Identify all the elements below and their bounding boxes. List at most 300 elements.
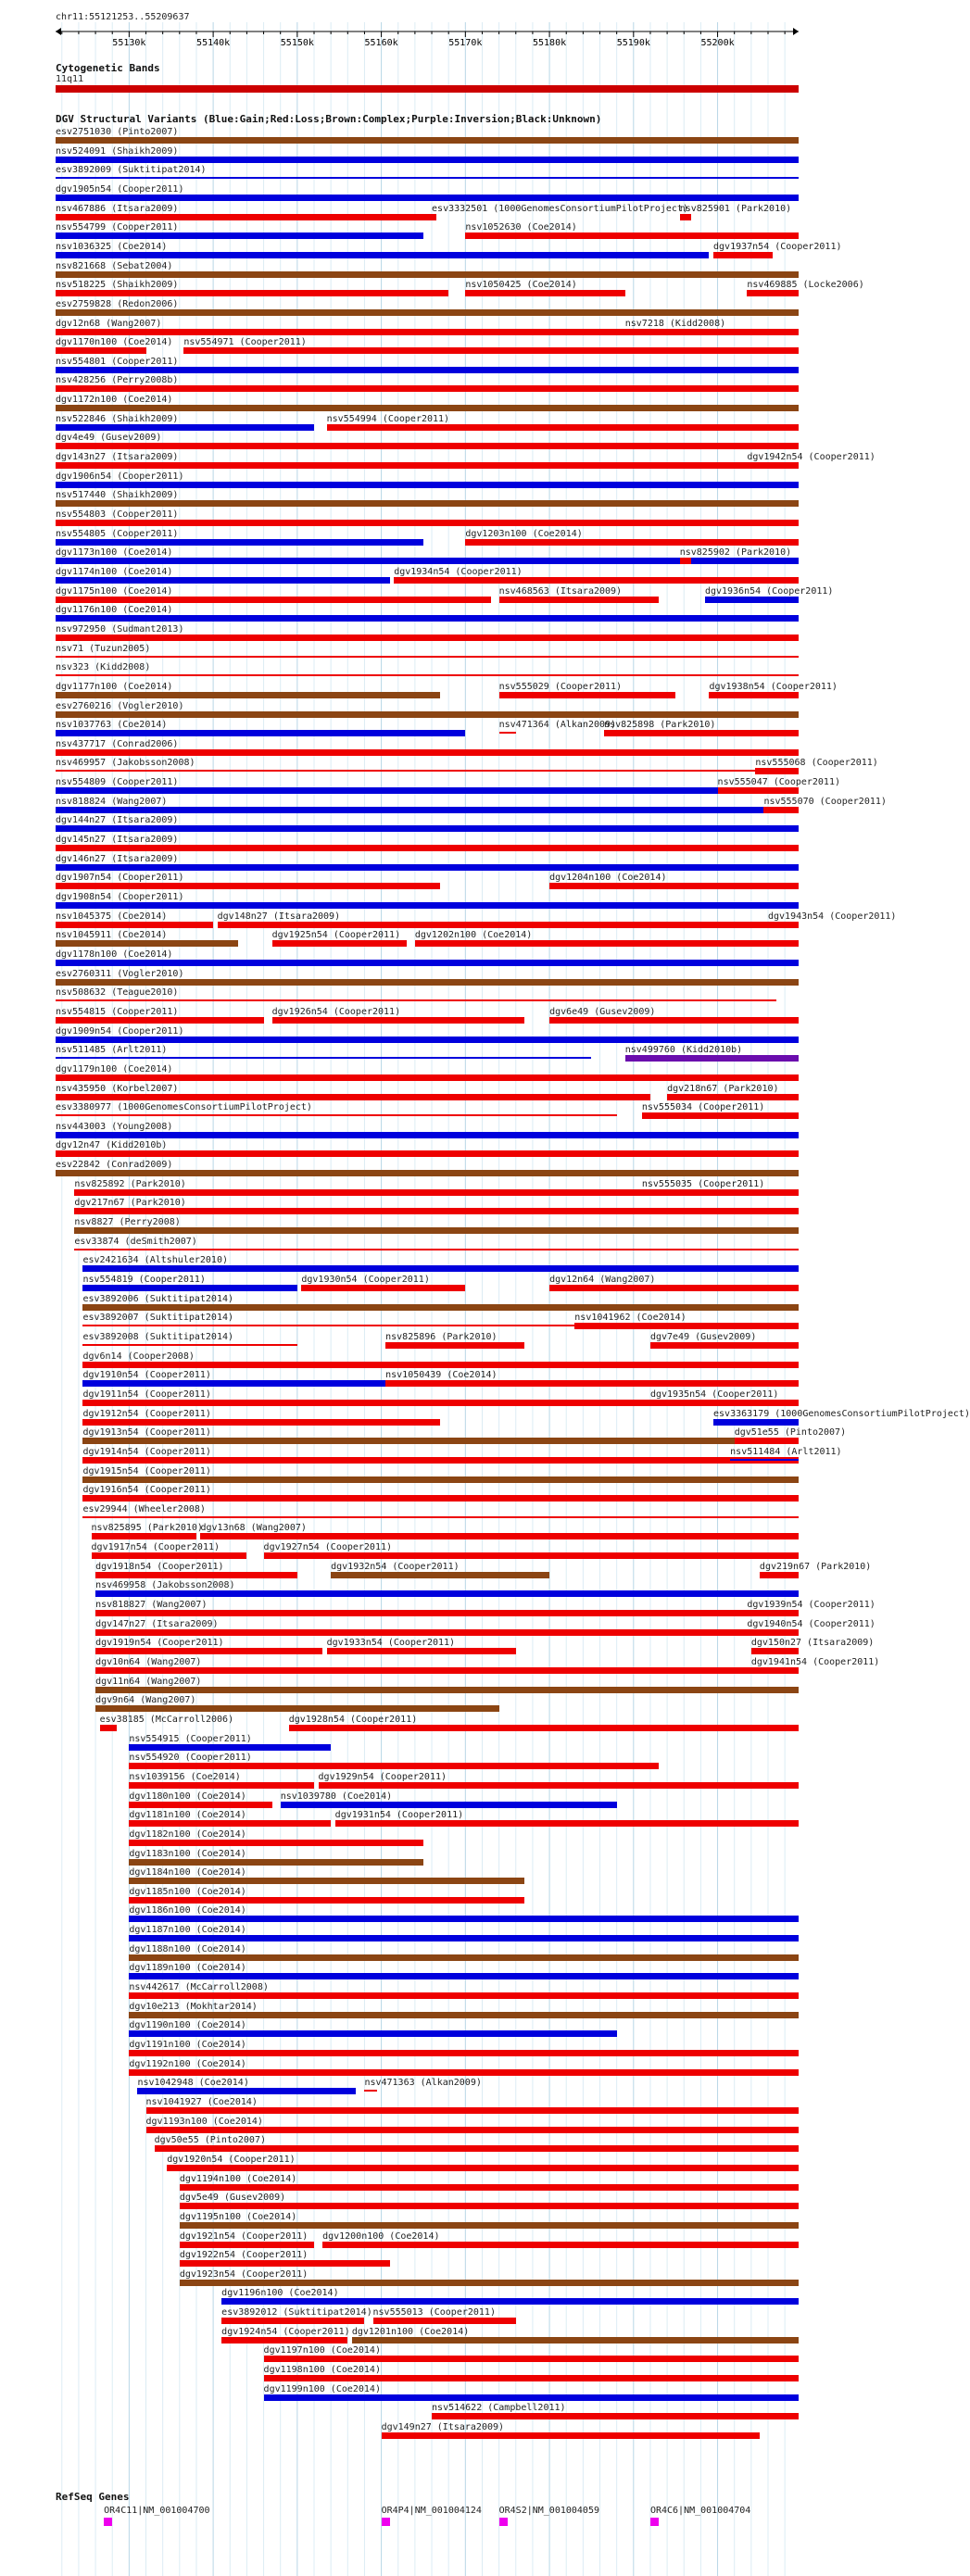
variant-label: dgv1936n54 (Cooper2011)	[704, 585, 834, 597]
variant-bar-complex[interactable]	[82, 1438, 799, 1444]
variant-label: esv2760216 (Vogler2010)	[56, 700, 184, 711]
variant-label: dgv1204n100 (Coe2014)	[549, 873, 667, 884]
variant-bar-loss[interactable]	[74, 1208, 799, 1214]
variant-label: dgv1908n54 (Cooper2011)	[56, 892, 184, 902]
variant-bar-loss[interactable]	[129, 2069, 799, 2076]
variant-bar-loss[interactable]	[499, 597, 659, 603]
variant-label: nsv443003 (Young2008)	[56, 1121, 173, 1132]
variant-bar-complex[interactable]	[56, 405, 799, 411]
variant-label: nsv555035 (Cooper2011)	[641, 1178, 765, 1189]
variant-bar-gain[interactable]	[56, 157, 799, 163]
variant-bar-gain[interactable]	[56, 367, 799, 373]
variant-bar-loss[interactable]	[499, 692, 676, 698]
variant-label: dgv1919n54 (Cooper2011)	[95, 1638, 224, 1649]
variant-bar-loss[interactable]	[221, 2337, 347, 2344]
variant-bar-loss[interactable]	[180, 2260, 390, 2267]
variant-bar-loss[interactable]	[373, 2318, 516, 2324]
dgv-section-title: DGV Structural Variants (Blue:Gain;Red:Loss;Brown:Complex;Purple:Inversion;Black:Unknown)	[56, 113, 602, 125]
variant-bar-loss[interactable]	[327, 1648, 516, 1654]
variant-bar-loss[interactable]	[364, 2090, 377, 2092]
variant-label: dgv150n27 (Itsara2009)	[750, 1638, 875, 1649]
variant-bar-loss[interactable]	[56, 674, 799, 676]
variant-label: nsv818824 (Wang2007)	[56, 796, 168, 807]
variant-bar-complex[interactable]	[74, 1227, 799, 1234]
variant-bar-gain[interactable]	[129, 1916, 799, 1922]
variant-label: dgv145n27 (Itsara2009)	[56, 835, 179, 846]
variant-bar-gain[interactable]	[95, 1590, 799, 1597]
variant-label: dgv1177n100 (Coe2014)	[56, 681, 173, 692]
variant-bar-loss[interactable]	[264, 2356, 799, 2362]
variant-bar-loss[interactable]	[218, 922, 799, 928]
variant-label: nsv511484 (Arlt2011)	[730, 1446, 842, 1457]
variant-label: dgv1923n54 (Cooper2011)	[179, 2268, 309, 2280]
variant-label: dgv1930n54 (Cooper2011)	[301, 1275, 430, 1285]
variant-label: nsv71 (Tuzun2005)	[56, 643, 151, 654]
variant-label: nsv511485 (Arlt2011)	[56, 1045, 168, 1056]
variant-label: nsv555068 (Cooper2011)	[755, 758, 878, 769]
variant-bar-loss[interactable]	[327, 424, 799, 431]
variant-label: dgv1170n100 (Coe2014)	[56, 337, 173, 348]
variant-bar-loss[interactable]	[319, 1782, 799, 1789]
variant-label: dgv1941n54 (Cooper2011)	[750, 1657, 880, 1667]
variant-bar-loss[interactable]	[680, 558, 691, 564]
variant-bar-loss[interactable]	[56, 290, 448, 296]
variant-bar-loss[interactable]	[768, 922, 799, 928]
variant-label: nsv522846 (Shaikh2009)	[56, 413, 179, 424]
variant-label: dgv1190n100 (Coe2014)	[129, 2020, 246, 2031]
variant-bar-loss[interactable]	[82, 1344, 296, 1346]
variant-label: dgv9n64 (Wang2007)	[95, 1695, 196, 1706]
variant-label: esv3892012 (Suktitipat2014)	[221, 2307, 372, 2318]
variant-label: dgv1184n100 (Coe2014)	[129, 1867, 246, 1879]
variant-bar-loss[interactable]	[129, 1820, 331, 1827]
variant-label: dgv148n27 (Itsara2009)	[217, 911, 341, 922]
variant-bar-loss[interactable]	[56, 520, 799, 526]
variant-bar-loss[interactable]	[74, 1249, 799, 1250]
variant-bar-gain[interactable]	[56, 177, 799, 179]
variant-label: dgv1906n54 (Cooper2011)	[56, 471, 184, 482]
variant-label: dgv144n27 (Itsara2009)	[56, 815, 179, 826]
variant-bar-loss[interactable]	[747, 1610, 799, 1616]
variant-label: dgv1927n54 (Cooper2011)	[263, 1542, 393, 1553]
variant-label: esv2751030 (Pinto2007)	[56, 127, 179, 137]
variant-bar-complex[interactable]	[82, 1476, 799, 1483]
variant-bar-gain[interactable]	[264, 2394, 799, 2401]
variant-label: nsv437717 (Conrad2006)	[56, 738, 179, 749]
variant-label: dgv1920n54 (Cooper2011)	[167, 2154, 296, 2165]
variant-label: nsv1037763 (Coe2014)	[56, 720, 168, 731]
variant-label: dgv1188n100 (Coe2014)	[129, 1943, 246, 1954]
variant-bar-loss[interactable]	[129, 1802, 271, 1808]
variant-bar-loss[interactable]	[56, 597, 491, 603]
variant-bar-gain[interactable]	[730, 1459, 799, 1461]
variant-bar-loss[interactable]	[755, 768, 799, 774]
variant-bar-loss[interactable]	[129, 1782, 314, 1789]
variant-label: dgv1926n54 (Cooper2011)	[271, 1006, 401, 1017]
variant-bar-loss[interactable]	[56, 922, 213, 928]
variant-bar-complex[interactable]	[56, 271, 799, 278]
variant-bar-loss[interactable]	[604, 730, 799, 736]
variant-bar-loss[interactable]	[549, 1017, 799, 1024]
variant-label: nsv518225 (Shaikh2009)	[56, 280, 179, 291]
variant-bar-loss[interactable]	[82, 1495, 799, 1502]
variant-bar-loss[interactable]	[335, 1820, 799, 1827]
variant-label: dgv1187n100 (Coe2014)	[129, 1925, 246, 1936]
variant-bar-loss[interactable]	[82, 1362, 799, 1368]
variant-bar-complex[interactable]	[331, 1572, 549, 1578]
variant-bar-loss[interactable]	[56, 443, 799, 449]
variant-bar-gain[interactable]	[56, 424, 314, 431]
variant-bar-loss[interactable]	[56, 214, 432, 220]
variant-bar-loss[interactable]	[129, 1992, 799, 1999]
variant-bar-gain[interactable]	[56, 539, 423, 546]
variant-label: dgv1928n54 (Cooper2011)	[288, 1714, 418, 1725]
variant-bar-gain[interactable]	[129, 1935, 799, 1941]
variant-bar-loss[interactable]	[95, 1629, 799, 1636]
variant-bar-loss[interactable]	[625, 331, 799, 333]
refseq-gene-marker[interactable]	[650, 2518, 659, 2526]
variant-bar-loss[interactable]	[56, 883, 440, 889]
variant-bar-complex[interactable]	[82, 1304, 799, 1311]
variant-bar-complex[interactable]	[95, 1687, 799, 1693]
variant-bar-loss[interactable]	[718, 787, 799, 794]
variant-bar-loss[interactable]	[432, 214, 436, 220]
variant-bar-loss[interactable]	[549, 1285, 799, 1291]
variant-bar-loss[interactable]	[680, 214, 691, 220]
variant-bar-gain[interactable]	[56, 1057, 591, 1059]
variant-bar-loss[interactable]	[735, 1438, 799, 1444]
variant-bar-loss[interactable]	[95, 1610, 799, 1616]
variant-bar-loss[interactable]	[56, 347, 146, 354]
variant-label: dgv1943n54 (Cooper2011)	[767, 911, 897, 922]
variant-label: dgv1185n100 (Coe2014)	[129, 1886, 246, 1897]
variant-label: nsv428256 (Perry2008b)	[56, 375, 179, 386]
variant-label: nsv1050439 (Coe2014)	[385, 1370, 498, 1381]
variant-bar-loss[interactable]	[747, 290, 799, 296]
variant-bar-gain[interactable]	[56, 252, 709, 258]
variant-bar-complex[interactable]	[56, 940, 238, 947]
variant-label: esv3892009 (Suktitipat2014)	[56, 165, 207, 176]
variant-bar-loss[interactable]	[56, 845, 799, 851]
variant-bar-complex[interactable]	[56, 500, 799, 507]
variant-bar-gain[interactable]	[129, 2030, 616, 2037]
variant-label: nsv467886 (Itsara2009)	[56, 203, 179, 214]
variant-label: nsv825901 (Park2010)	[679, 203, 792, 214]
refseq-gene-label: OR4S2|NM_001004059	[498, 2506, 599, 2516]
variant-label: nsv825902 (Park2010)	[679, 547, 792, 559]
ruler-tick-label: 55140k	[196, 38, 231, 48]
variant-bar-loss[interactable]	[574, 1323, 799, 1329]
variant-bar-loss[interactable]	[56, 749, 799, 756]
variant-bar-gain[interactable]	[56, 730, 465, 736]
variant-label: esv38185 (McCarroll2006)	[99, 1714, 234, 1725]
variant-label: dgv1921n54 (Cooper2011)	[179, 2230, 309, 2242]
variant-label: nsv554809 (Cooper2011)	[56, 777, 179, 788]
variant-bar-gain[interactable]	[56, 864, 799, 871]
variant-label: dgv13n68 (Wang2007)	[200, 1523, 307, 1534]
location-label: chr11:55121253..55209637	[56, 12, 190, 22]
variant-label: dgv1918n54 (Cooper2011)	[95, 1561, 224, 1572]
variant-label: dgv1183n100 (Coe2014)	[129, 1848, 246, 1859]
variant-bar-loss[interactable]	[751, 1667, 799, 1674]
variant-bar-loss[interactable]	[56, 1094, 650, 1100]
variant-bar-gain[interactable]	[713, 1419, 799, 1426]
variant-bar-loss[interactable]	[650, 1342, 799, 1349]
variant-label: dgv6n14 (Cooper2008)	[82, 1351, 195, 1362]
variant-bar-complex[interactable]	[56, 1170, 799, 1176]
variant-bar-loss[interactable]	[56, 462, 799, 469]
variant-bar-loss[interactable]	[56, 770, 799, 772]
variant-bar-loss[interactable]	[382, 2432, 760, 2439]
variant-label: dgv1914n54 (Cooper2011)	[82, 1446, 211, 1457]
variant-bar-gain[interactable]	[82, 1265, 799, 1272]
variant-bar-loss[interactable]	[713, 252, 773, 258]
variant-bar-complex[interactable]	[129, 2012, 799, 2018]
variant-bar-complex[interactable]	[56, 692, 440, 698]
variant-label: dgv1924n54 (Cooper2011)	[221, 2326, 350, 2337]
variant-bar-loss[interactable]	[82, 1419, 440, 1426]
variant-bar-loss[interactable]	[56, 385, 799, 392]
variant-label: dgv1922n54 (Cooper2011)	[179, 2250, 309, 2261]
variant-label: esv3380977 (1000GenomesConsortiumPilotProject)	[56, 1102, 312, 1113]
variant-bar-loss[interactable]	[549, 883, 799, 889]
ruler-tick-label: 55130k	[112, 38, 146, 48]
variant-bar-loss[interactable]	[95, 1572, 297, 1578]
variant-bar-loss[interactable]	[642, 1189, 799, 1196]
variant-label: dgv1182n100 (Coe2014)	[129, 1828, 246, 1840]
variant-bar-gain[interactable]	[56, 825, 799, 832]
variant-bar-complex[interactable]	[95, 1705, 499, 1712]
variant-label: dgv1925n54 (Cooper2011)	[271, 930, 401, 941]
variant-label: dgv50e55 (Pinto2007)	[154, 2135, 266, 2146]
variant-bar-loss[interactable]	[465, 232, 799, 239]
variant-label: dgv11n64 (Wang2007)	[95, 1676, 202, 1687]
variant-label: dgv1199n100 (Coe2014)	[263, 2383, 381, 2394]
variant-label: nsv554799 (Cooper2011)	[56, 222, 179, 233]
variant-bar-gain[interactable]	[56, 807, 799, 813]
variant-bar-loss[interactable]	[56, 635, 799, 641]
variant-bar-loss[interactable]	[432, 2413, 799, 2419]
variant-label: nsv555029 (Cooper2011)	[498, 681, 623, 692]
variant-bar-loss[interactable]	[264, 1552, 799, 1559]
variant-bar-loss[interactable]	[289, 1725, 799, 1731]
variant-label: nsv435950 (Korbel2007)	[56, 1083, 179, 1094]
variant-bar-complex[interactable]	[129, 1859, 423, 1866]
variant-label: esv2421634 (Altshuler2010)	[82, 1255, 228, 1266]
variant-bar-gain[interactable]	[56, 232, 423, 239]
variant-bar-loss[interactable]	[322, 2242, 799, 2248]
variant-label: nsv508632 (Teague2010)	[56, 987, 179, 999]
variant-bar-loss[interactable]	[747, 1629, 799, 1636]
variant-label: dgv1195n100 (Coe2014)	[179, 2211, 297, 2222]
variant-bar-loss[interactable]	[183, 347, 799, 354]
variant-bar-complex[interactable]	[129, 1954, 799, 1961]
variant-bar-loss[interactable]	[272, 1017, 524, 1024]
variant-label: dgv1189n100 (Coe2014)	[129, 1963, 246, 1974]
variant-label: nsv818827 (Wang2007)	[95, 1600, 208, 1611]
variant-bar-loss[interactable]	[642, 1112, 799, 1119]
variant-bar-loss[interactable]	[129, 1897, 523, 1904]
variant-bar-complex[interactable]	[352, 2337, 799, 2344]
variant-label: nsv825892 (Park2010)	[74, 1178, 186, 1189]
variant-label: nsv972950 (Sudmant2013)	[56, 623, 184, 635]
variant-bar-loss[interactable]	[301, 1285, 465, 1291]
variant-bar-gain[interactable]	[129, 1744, 331, 1751]
variant-bar-loss[interactable]	[129, 1840, 423, 1846]
variant-label: dgv1916n54 (Cooper2011)	[82, 1485, 211, 1496]
variant-label: nsv1045911 (Coe2014)	[56, 930, 168, 941]
variant-bar-complex[interactable]	[56, 979, 799, 986]
variant-label: nsv323 (Kidd2008)	[56, 662, 151, 673]
variant-bar-gain[interactable]	[281, 1802, 617, 1808]
variant-label: nsv471363 (Alkan2009)	[364, 2078, 482, 2089]
variant-bar-gain[interactable]	[129, 1973, 799, 1979]
variant-bar-loss[interactable]	[763, 807, 799, 813]
cytoband-label: 11q11	[56, 74, 84, 84]
variant-label: dgv12n64 (Wang2007)	[549, 1275, 656, 1285]
variant-bar-loss[interactable]	[167, 2165, 799, 2171]
variant-label: dgv1917n54 (Cooper2011)	[91, 1542, 220, 1553]
variant-label: dgv1905n54 (Cooper2011)	[56, 183, 184, 195]
ruler-tick-label: 55170k	[448, 38, 483, 48]
variant-bar-loss[interactable]	[465, 539, 799, 546]
variant-bar-loss[interactable]	[129, 2050, 799, 2056]
variant-label: dgv1935n54 (Cooper2011)	[649, 1389, 779, 1400]
variant-bar-gain[interactable]	[56, 615, 799, 622]
variant-bar-inversion[interactable]	[625, 1055, 799, 1062]
variant-bar-loss[interactable]	[385, 1380, 799, 1387]
variant-bar-loss[interactable]	[82, 1457, 799, 1464]
variant-label: dgv1181n100 (Coe2014)	[129, 1810, 246, 1821]
variant-label: dgv1193n100 (Coe2014)	[145, 2116, 263, 2127]
variant-label: dgv1931n54 (Cooper2011)	[334, 1810, 464, 1821]
variant-label: dgv12n47 (Kidd2010b)	[56, 1140, 168, 1151]
variant-label: nsv469885 (Locke2006)	[747, 280, 864, 291]
variant-label: nsv555047 (Cooper2011)	[717, 777, 840, 788]
variant-bar-loss[interactable]	[100, 1725, 117, 1731]
variant-bar-loss[interactable]	[180, 2184, 799, 2191]
variant-label: dgv1194n100 (Coe2014)	[179, 2173, 297, 2184]
variant-bar-loss[interactable]	[56, 1074, 799, 1081]
variant-bar-loss[interactable]	[95, 1667, 799, 1674]
variant-bar-gain[interactable]	[56, 1037, 799, 1043]
variant-bar-gain[interactable]	[56, 787, 799, 794]
variant-bar-complex[interactable]	[56, 137, 799, 144]
variant-bar-complex[interactable]	[56, 711, 799, 718]
variant-bar-loss[interactable]	[499, 732, 516, 734]
variant-bar-loss[interactable]	[92, 1552, 247, 1559]
variant-label: dgv149n27 (Itsara2009)	[381, 2422, 505, 2432]
variant-bar-gain[interactable]	[82, 1285, 296, 1291]
variant-label: dgv1937n54 (Cooper2011)	[713, 241, 842, 252]
variant-label: dgv1192n100 (Coe2014)	[129, 2058, 246, 2069]
variant-bar-loss[interactable]	[146, 2127, 799, 2133]
variant-bar-loss[interactable]	[92, 1533, 196, 1539]
refseq-gene-marker[interactable]	[382, 2518, 390, 2526]
variant-bar-loss[interactable]	[56, 999, 776, 1001]
variant-bar-gain[interactable]	[56, 902, 799, 909]
variant-bar-complex[interactable]	[180, 2222, 799, 2229]
variant-label: dgv1938n54 (Cooper2011)	[709, 681, 838, 692]
variant-bar-loss[interactable]	[667, 1094, 799, 1100]
variant-bar-gain[interactable]	[705, 597, 799, 603]
variant-bar-loss[interactable]	[56, 1114, 617, 1116]
variant-bar-loss[interactable]	[264, 2375, 799, 2381]
variant-bar-loss[interactable]	[56, 1150, 799, 1157]
variant-label: nsv1042948 (Coe2014)	[137, 2078, 249, 2089]
variant-label: esv3332501 (1000GenomesConsortiumPilotProject)	[432, 203, 688, 214]
variant-label: nsv1039780 (Coe2014)	[280, 1791, 393, 1802]
variant-bar-loss[interactable]	[747, 462, 799, 469]
variant-label: dgv147n27 (Itsara2009)	[95, 1618, 219, 1629]
variant-bar-loss[interactable]	[200, 1533, 799, 1539]
variant-bar-loss[interactable]	[180, 2242, 314, 2248]
variant-bar-loss[interactable]	[415, 940, 799, 947]
variant-bar-loss[interactable]	[129, 1763, 659, 1769]
variant-label: dgv218n67 (Park2010)	[667, 1083, 779, 1094]
variant-label: dgv1203n100 (Coe2014)	[465, 528, 583, 539]
variant-label: dgv1911n54 (Cooper2011)	[82, 1389, 211, 1400]
variant-bar-loss[interactable]	[272, 940, 407, 947]
variant-bar-loss[interactable]	[760, 1572, 799, 1578]
variant-bar-complex[interactable]	[129, 1878, 523, 1884]
variant-label: dgv1933n54 (Cooper2011)	[326, 1638, 456, 1649]
variant-bar-gain[interactable]	[56, 960, 799, 966]
variant-bar-gain[interactable]	[56, 195, 799, 201]
refseq-gene-label: OR4C6|NM_001004704	[649, 2506, 751, 2516]
variant-label: nsv1039156 (Coe2014)	[129, 1771, 241, 1782]
variant-bar-loss[interactable]	[650, 1400, 799, 1406]
variant-bar-loss[interactable]	[146, 2107, 799, 2114]
variant-label: dgv1910n54 (Cooper2011)	[82, 1370, 211, 1381]
cytoband-section-title: Cytogenetic Bands	[56, 62, 160, 74]
variant-bar-complex[interactable]	[56, 309, 799, 316]
variant-bar-loss[interactable]	[465, 290, 624, 296]
variant-bar-gain[interactable]	[56, 1132, 799, 1138]
variant-bar-gain[interactable]	[56, 577, 390, 584]
variant-label: dgv1179n100 (Coe2014)	[56, 1063, 173, 1074]
refseq-gene-marker[interactable]	[499, 2518, 508, 2526]
variant-label: dgv1197n100 (Coe2014)	[263, 2345, 381, 2356]
variant-bar-loss[interactable]	[56, 656, 799, 658]
variant-label: nsv469958 (Jakobsson2008)	[95, 1580, 235, 1591]
variant-bar-loss[interactable]	[180, 2203, 799, 2209]
variant-label: dgv1178n100 (Coe2014)	[56, 949, 173, 960]
variant-bar-gain[interactable]	[137, 2088, 356, 2094]
variant-bar-complex[interactable]	[180, 2280, 799, 2286]
variant-label: dgv1176n100 (Coe2014)	[56, 605, 173, 616]
variant-bar-gain[interactable]	[221, 2298, 799, 2305]
variant-label: nsv554801 (Cooper2011)	[56, 356, 179, 367]
variant-label: nsv1045375 (Coe2014)	[56, 911, 168, 922]
variant-label: nsv517440 (Shaikh2009)	[56, 490, 179, 501]
variant-bar-loss[interactable]	[56, 1017, 264, 1024]
variant-label: esv3892008 (Suktitipat2014)	[82, 1331, 234, 1342]
variant-bar-loss[interactable]	[385, 1342, 524, 1349]
variant-bar-loss[interactable]	[155, 2145, 799, 2152]
variant-bar-loss[interactable]	[221, 2318, 364, 2324]
variant-bar-gain[interactable]	[56, 482, 799, 488]
variant-label: dgv5e49 (Gusev2009)	[179, 2193, 286, 2204]
variant-label: nsv1041962 (Coe2014)	[574, 1313, 687, 1324]
variant-bar-loss[interactable]	[751, 1648, 799, 1654]
variant-bar-loss[interactable]	[82, 1516, 799, 1518]
variant-bar-loss[interactable]	[394, 577, 799, 584]
variant-label: dgv1175n100 (Coe2014)	[56, 585, 173, 597]
refseq-gene-marker[interactable]	[104, 2518, 112, 2526]
variant-bar-loss[interactable]	[709, 692, 799, 698]
variant-bar-loss[interactable]	[95, 1648, 322, 1654]
